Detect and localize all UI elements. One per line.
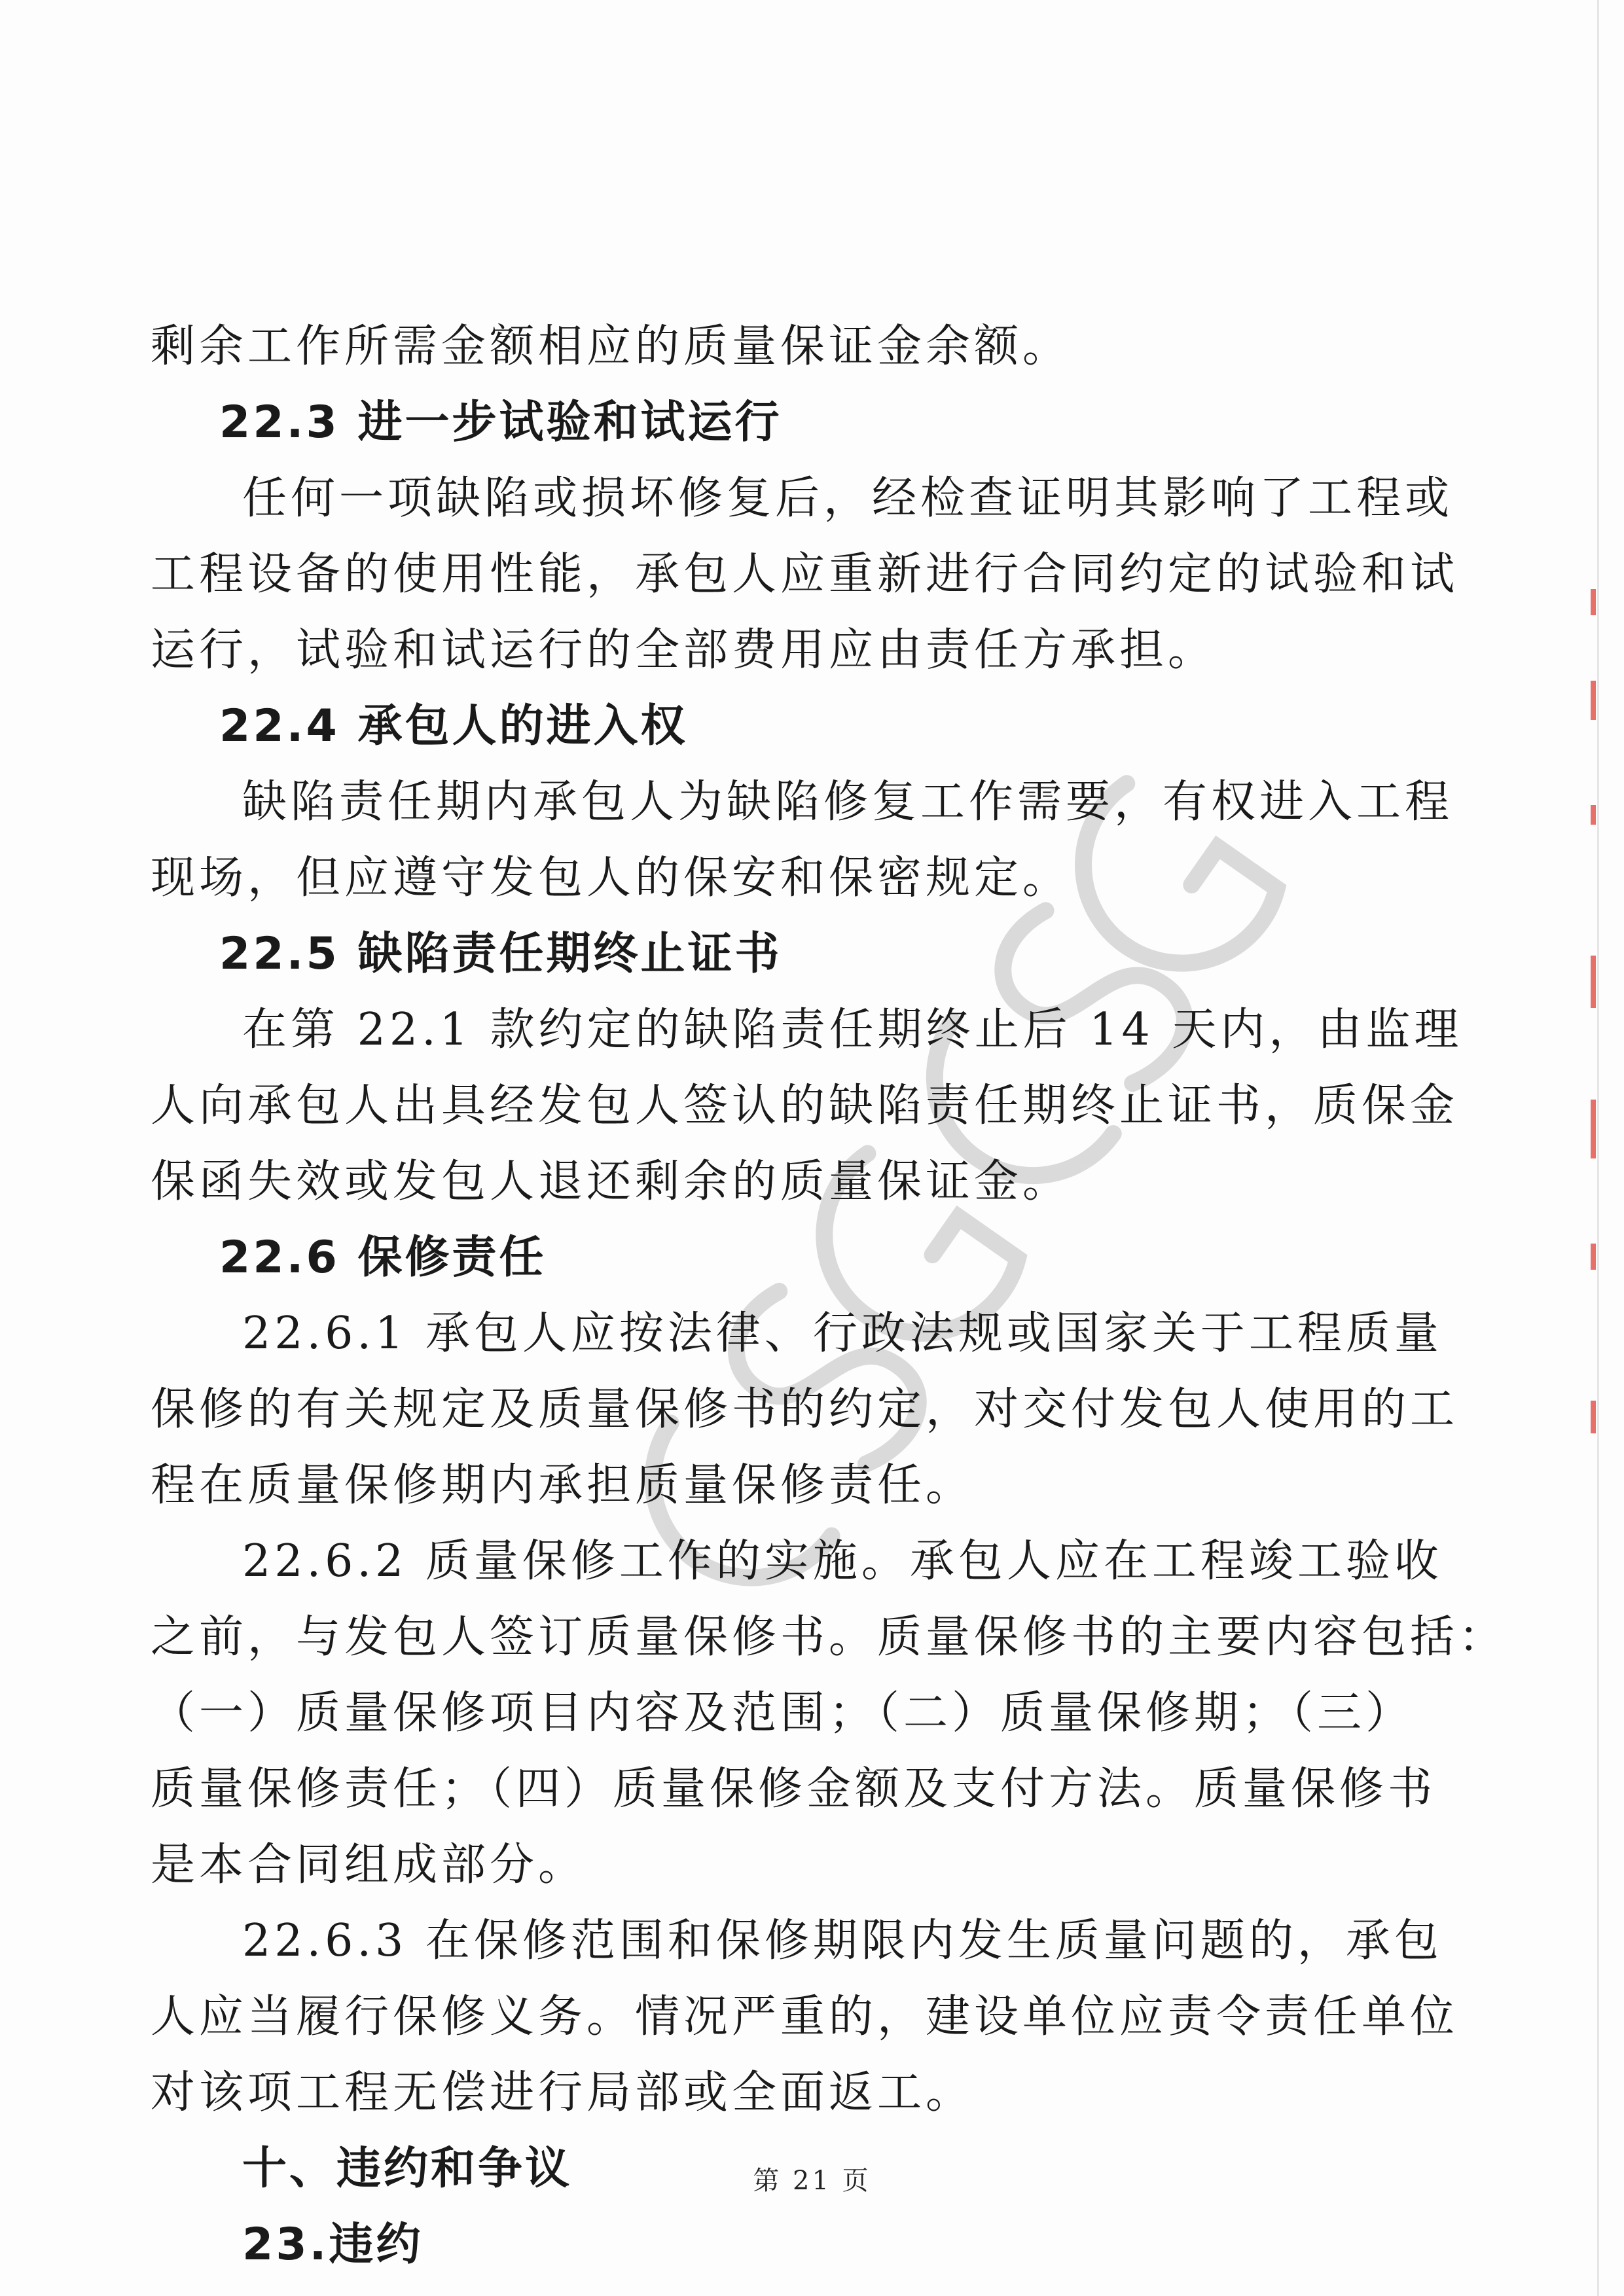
text-line: 保函失效或发包人退还剩余的质量保证金。 (151, 1156, 1072, 1208)
text-line: 22.6.3 在保修范围和保修期限内发生质量问题的，承包 (242, 1915, 1443, 1967)
text-line: 任何一项缺陷或损坏修复后，经检查证明其影响了工程或 (242, 473, 1454, 524)
margin-stamp-marks (1584, 589, 1610, 1505)
text-line: 工程设备的使用性能，承包人应重新进行合同约定的试验和试 (151, 548, 1459, 600)
text-line: 人向承包人出具经发包人签认的缺陷责任期终止证书，质保金 (151, 1080, 1459, 1132)
clause-heading: 23.违约 (242, 2219, 424, 2270)
section-heading: 22.5 缺陷责任期终止证书 (219, 928, 782, 980)
text-line: 人应当履行保修义务。情况严重的，建设单位应责令责任单位 (151, 1991, 1459, 2043)
text-line: 现场，但应遵守发包人的保安和保密规定。 (151, 852, 1072, 904)
text-line: 运行，试验和试运行的全部费用应由责任方承担。 (151, 624, 1217, 676)
section-heading: 22.3 进一步试验和试运行 (219, 397, 782, 448)
section-heading: 22.4 承包人的进入权 (219, 700, 688, 752)
text-line: 剩余工作所需金额相应的质量保证金余额。 (151, 321, 1072, 372)
text-line: 缺陷责任期内承包人为缺陷修复工作需要，有权进入工程 (242, 776, 1454, 828)
text-line: 在第 22.1 款约定的缺陷责任期终止后 14 天内，由监理 (242, 1004, 1463, 1056)
text-line: 22.6.1 承包人应按法律、行政法规或国家关于工程质量 (242, 1308, 1443, 1359)
text-line: 质量保修责任；（四）质量保修金额及支付方法。质量保修书 (151, 1763, 1437, 1815)
chapter-heading: 十、违约和争议 (242, 2143, 573, 2195)
page-number: 第 21 页 (753, 2166, 871, 2196)
text-line: 保修的有关规定及质量保修书的约定，对交付发包人使用的工 (151, 1384, 1459, 1435)
section-heading: 22.6 保修责任 (219, 1232, 547, 1283)
text-line: 是本合同组成部分。 (151, 1839, 587, 1891)
text-line: （一）质量保修项目内容及范围；（二）质量保修期；（三） (151, 1687, 1415, 1739)
text-line: 程在质量保修期内承担质量保修责任。 (151, 1460, 975, 1511)
text-line: 对该项工程无偿进行局部或全面返工。 (151, 2067, 975, 2119)
text-line: 之前，与发包人签订质量保修书。质量保修书的主要内容包括： (151, 1611, 1507, 1663)
text-line: 22.6.2 质量保修工作的实施。承包人应在工程竣工验收 (242, 1535, 1443, 1587)
